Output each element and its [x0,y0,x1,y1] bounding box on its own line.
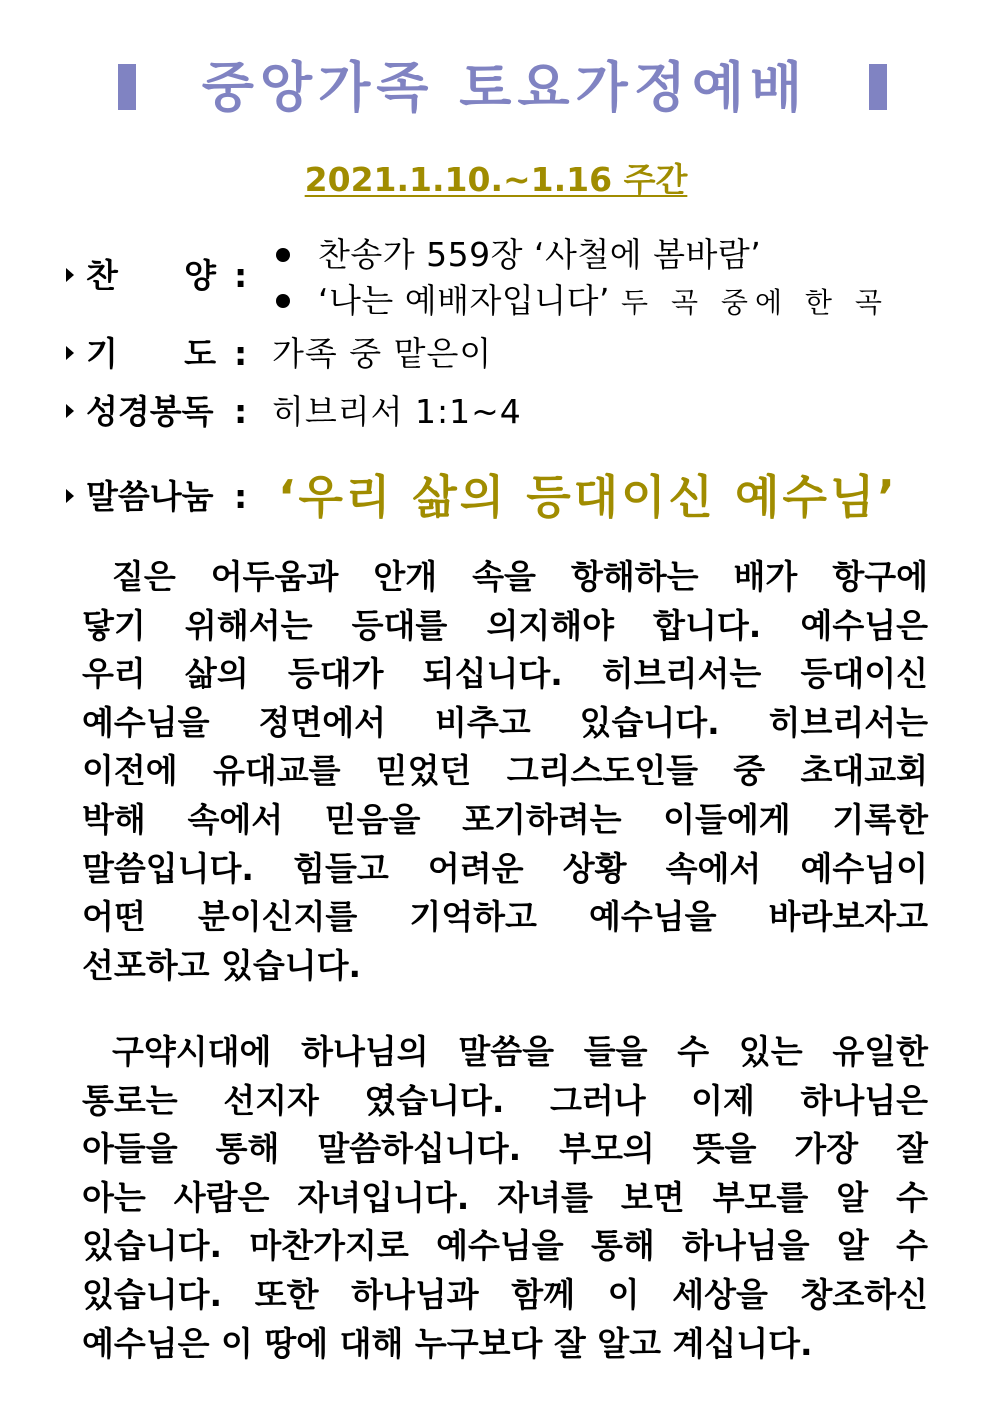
paragraph-line: 아들을 통해 말씀하십니다. 부모의 뜻을 가장 잘 [82,1129,928,1169]
triangle-bullet-icon [66,404,74,418]
title-left-bar [118,64,136,110]
praise-item [270,278,930,324]
praise-colon: : [234,256,248,295]
prayer-row [66,330,666,378]
title-right-bar [869,64,887,110]
page-title: 중앙가족 토요가정예배 [201,56,809,119]
reading-label: 성경봉독 [86,392,214,431]
praise-list [270,232,930,324]
praise-row [66,252,266,300]
title-row [0,52,992,132]
reading-value: 히브리서 1:1~4 [272,392,522,431]
prayer-colon: : [234,334,248,373]
paragraph-line: 통로는 선지자 였습니다. 그러나 이제 하나님은 [82,1080,928,1120]
paragraph-1 [82,553,928,990]
paragraph-line: 있습니다. 마찬가지로 예수님을 통해 하나님을 알 수 [82,1226,928,1266]
prayer-value: 가족 중 맡은이 [272,334,493,373]
paragraph-line: 말씀입니다. 힘들고 어려운 상황 속에서 예수님이 [82,848,928,888]
reading-colon: : [234,392,248,431]
praise-item-text: 찬송가 559장 ‘사철에 봄바람’ [318,235,762,274]
praise-label: 찬 양 [86,256,216,295]
paragraph-line: 아는 사람은 자녀입니다. 자녀를 보면 부모를 알 수 [82,1177,928,1217]
prayer-label: 기 도 [86,334,216,373]
triangle-bullet-icon [66,268,74,282]
paragraph-line: 이전에 유대교를 믿었던 그리스도인들 중 초대교회 [82,751,928,791]
bullet-dot-icon [276,248,290,262]
praise-item [270,232,930,278]
sermon-label: 말씀나눔 [86,477,214,516]
praise-item-note: 두 곡 중에 한 곡 [621,286,889,319]
paragraph-line: 닿기 위해서는 등대를 의지해야 합니다. 예수님은 [82,605,928,645]
paragraph-line: 짙은 어두움과 안개 속을 항해하는 배가 항구에 [112,557,928,596]
paragraph-line: 구약시대에 하나님의 말씀을 들을 수 있는 유일한 [112,1032,928,1071]
sermon-row [66,473,266,521]
paragraph-line: 박해 속에서 믿음을 포기하려는 이들에게 기록한 [82,799,928,839]
week-label [0,156,992,204]
reading-row [66,388,666,436]
paragraph-line: 선포하고 있습니다. [82,945,362,985]
sermon-colon: : [234,477,248,516]
bullet-dot-icon [276,294,290,308]
paragraph-line: 예수님을 정면에서 비추고 있습니다. 히브리서는 [82,702,928,742]
paragraph-line: 있습니다. 또한 하나님과 함께 이 세상을 창조하신 [82,1274,928,1314]
paragraph-line: 예수님은 이 땅에 대해 누구보다 잘 알고 계십니다. [82,1323,813,1363]
triangle-bullet-icon [66,489,74,503]
praise-item-text: ‘나는 예배자입니다’ [318,281,610,320]
sermon-title: ‘우리 삶의 등대이신 예수님’ [278,470,898,524]
paragraph-line: 어떤 분이신지를 기억하고 예수님을 바라보자고 [82,897,928,937]
paragraph-2 [82,1028,928,1368]
week-text: 2021.1.10.~1.16 주간 [304,160,688,199]
triangle-bullet-icon [66,346,74,360]
paragraph-line: 우리 삶의 등대가 되십니다. 히브리서는 등대이신 [82,654,928,694]
